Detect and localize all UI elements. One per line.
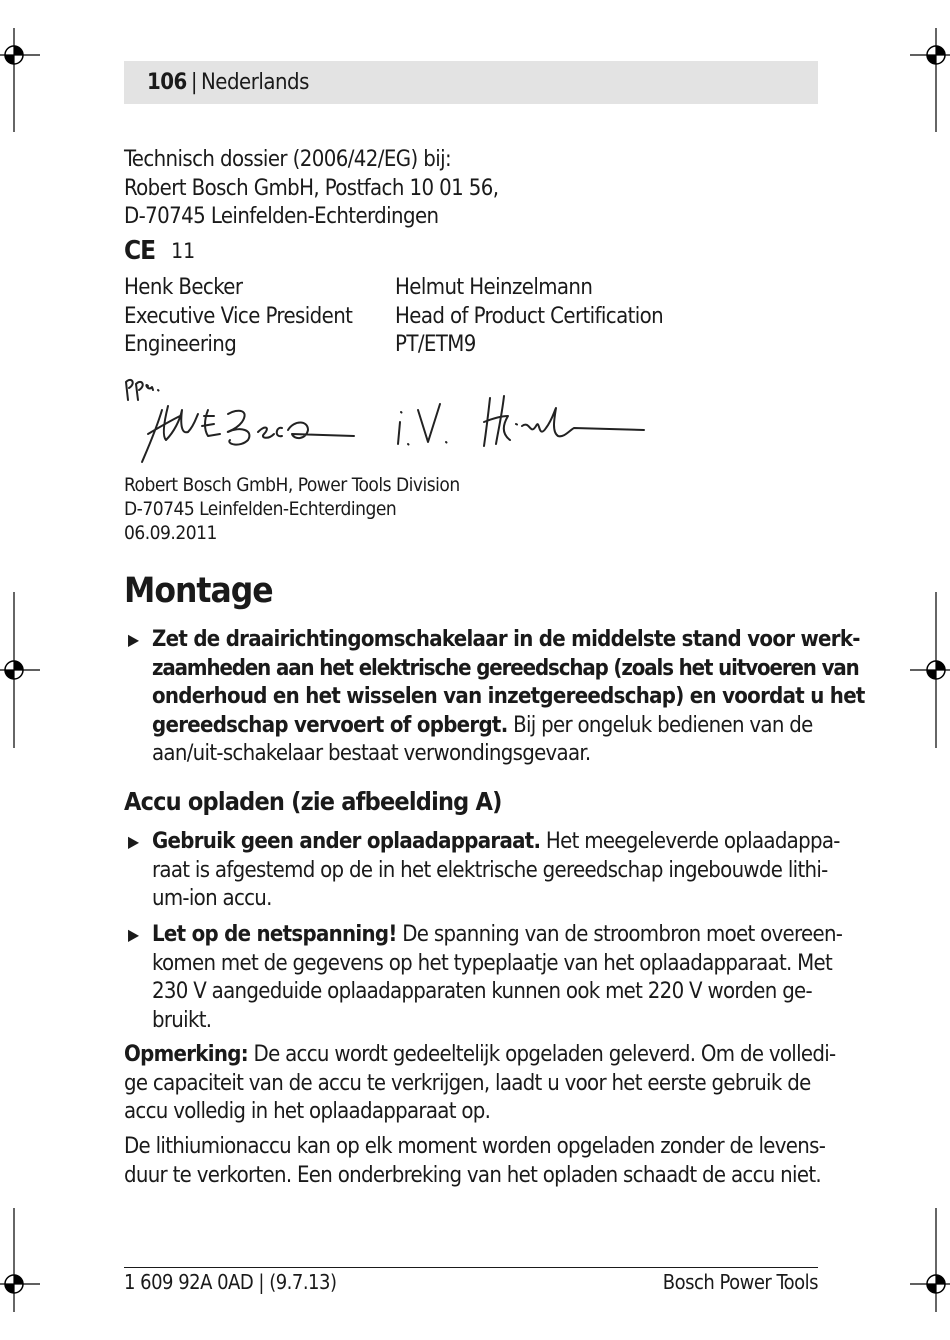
crop-mark-mid-left-icon <box>0 592 40 748</box>
footer-divider <box>124 1267 818 1268</box>
warning-text-line-5: aan/uit-schakelaar bestaat verwondingsgevaar. <box>152 741 591 766</box>
lithium-text-line-2: duur te verkorten. Een onderbreking van het opladen schaadt de accu niet. <box>124 1162 821 1188</box>
page-number: 106 <box>147 70 187 95</box>
charger-bold: Gebruik geen ander oplaadapparaat. <box>152 829 541 854</box>
division-line-1: Robert Bosch GmbH, Power Tools Division <box>124 474 460 496</box>
technical-file-line-3: D-70745 Leinfelden-Echterdingen <box>124 204 439 229</box>
voltage-bold: Let op de netspanning! <box>152 922 397 947</box>
signatory-2-name: Helmut Heinzelmann <box>395 275 593 300</box>
charger-text-line-3: um-ion accu. <box>152 886 272 911</box>
bullet-triangle-icon: ▶ <box>128 832 139 851</box>
charger-text-line-2: raat is afgestemd op de in het elektrische gereedschap ingebouwde lithi- <box>152 857 828 883</box>
warning-text-line-4: Bij per ongeluk bedienen van de <box>507 712 813 738</box>
voltage-text-line-2: komen met de gegevens op het typeplaatje van het oplaadapparaat. Met <box>152 950 833 976</box>
warning-bold-line-4: gereedschap vervoert of opbergt. <box>152 712 508 738</box>
ce-mark-icon: CE <box>124 236 156 266</box>
lithium-text-line-1: De lithiumionaccu kan op elk moment worden opgeladen zonder de levens- <box>124 1134 826 1159</box>
note-text-line-2: ge capaciteit van de accu te verkrijgen, laadt u voor het eerste gebruik de <box>124 1070 811 1096</box>
footer-brand: Bosch Power Tools <box>662 1270 818 1294</box>
voltage-text-line-1: De spanning van de stroombron moet overeen- <box>396 922 843 947</box>
crop-mark-top-right-icon <box>910 28 950 132</box>
signatory-1-department: Engineering <box>124 332 237 357</box>
crop-mark-mid-right-icon <box>910 592 950 748</box>
crop-mark-top-left-icon <box>0 28 40 132</box>
footer-document-code: 1 609 92A 0AD | (9.7.13) <box>124 1270 337 1294</box>
voltage-text-line-3: 230 V aangeduide oplaadapparaten kunnen ook met 220 V worden ge- <box>152 979 812 1004</box>
header-language: Nederlands <box>201 70 309 95</box>
section-title-charging: Accu opladen (zie afbeelding A) <box>124 787 502 816</box>
voltage-text-line-4: bruikt. <box>152 1007 212 1033</box>
bullet-triangle-icon: ▶ <box>128 630 139 649</box>
division-date: 06.09.2011 <box>124 522 217 544</box>
technical-file-line-1: Technisch dossier (2006/42/EG) bij: <box>124 147 452 172</box>
lithium-paragraph <box>124 1133 825 1190</box>
note-paragraph <box>124 1041 836 1127</box>
division-line-2: D-70745 Leinfelden-Echterdingen <box>124 498 397 520</box>
warning-bold-line-2: zaamheden aan het elektrische gereedschap (zoals het uitvoeren van <box>152 655 859 681</box>
note-label: Opmerking: <box>124 1042 248 1067</box>
list-item-montage-warning <box>124 626 865 769</box>
charger-text-line-1: Het meegeleverde oplaadappa- <box>540 829 840 854</box>
list-item-voltage <box>124 921 843 1035</box>
signatures-image <box>118 370 658 470</box>
technical-file-line-2: Robert Bosch GmbH, Postfach 10 01 56, <box>124 175 499 201</box>
bullet-triangle-icon: ▶ <box>128 925 139 944</box>
crop-mark-bottom-right-icon <box>910 1208 950 1312</box>
crop-mark-bottom-left-icon <box>0 1208 40 1312</box>
page-header <box>124 61 818 104</box>
warning-bold-line-3: onderhoud en het wisselen van inzetgereedschap) en voordat u het <box>152 684 865 709</box>
signatory-1-name: Henk Becker <box>124 275 243 300</box>
ce-year: 11 <box>171 239 196 263</box>
list-item-charger <box>124 828 840 914</box>
ce-marking <box>124 236 195 266</box>
note-text-line-1: De accu wordt gedeeltelijk opgeladen geleverd. Om de volledi- <box>247 1042 836 1067</box>
signatory-2-title: Head of Product Certification <box>395 303 664 329</box>
header-separator: | <box>190 70 197 95</box>
signatory-1-title: Executive Vice President <box>124 303 353 329</box>
section-title-montage: Montage <box>124 571 273 611</box>
warning-bold-line-1: Zet de draairichtingomschakelaar in de middelste stand voor werk- <box>152 627 860 652</box>
note-text-line-3: accu volledig in het oplaadapparaat op. <box>124 1099 491 1124</box>
signatory-2-department: PT/ETM9 <box>395 332 476 357</box>
